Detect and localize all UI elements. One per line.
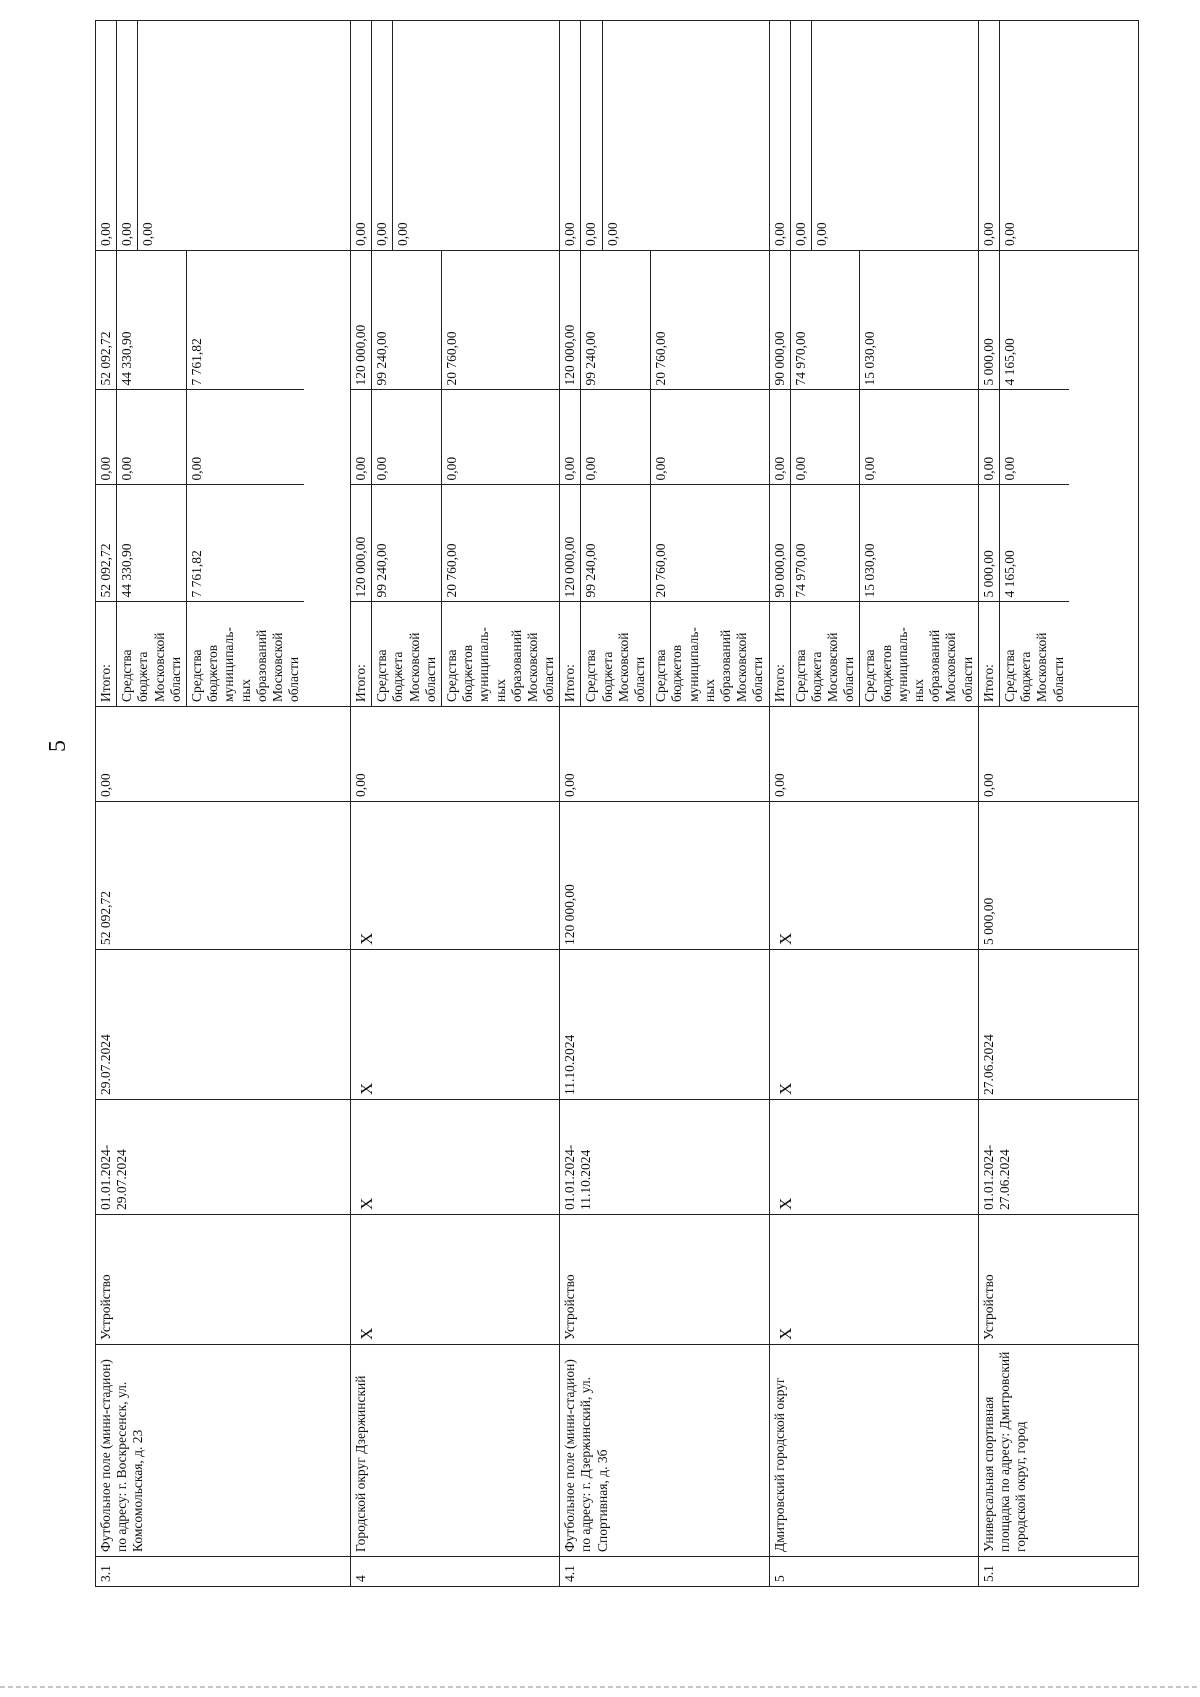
funding-breakdown xyxy=(96,251,351,707)
funding-2024: 99 240,00 xyxy=(372,251,442,390)
funding-total: 4 165,00 xyxy=(999,485,1068,602)
funding-2025: 0,00 xyxy=(372,21,393,250)
funding-2024: 74 970,00 xyxy=(790,251,860,390)
object-name: Дмитровский городской округ xyxy=(769,1345,978,1557)
funding-row xyxy=(96,21,117,250)
funding-2024: 90 000,00 xyxy=(770,251,791,390)
funding-2024: 20 760,00 xyxy=(651,251,769,390)
split-value: 0,00 xyxy=(560,707,769,802)
object-name: Футбольное поле (мини-стадион) по адресу: г. Воскресенск, ул. Комсомольская, д. 23 xyxy=(96,1345,351,1557)
funding-2023: 0,00 xyxy=(186,390,304,485)
funding-2023: 0,00 xyxy=(351,390,372,485)
funding-2024: 15 030,00 xyxy=(860,251,978,390)
total-cost: 5 000,00 xyxy=(978,802,1138,950)
funding-subtable xyxy=(351,251,559,706)
funding-row xyxy=(186,251,304,706)
table-row xyxy=(978,21,1138,1587)
funding-row xyxy=(979,21,1000,250)
funding-source: Итого: xyxy=(96,602,117,706)
funding-row xyxy=(441,251,559,706)
work-period: 01.01.2024-29.07.2024 xyxy=(96,1100,351,1215)
funding-2025-column xyxy=(96,21,351,251)
funding-total: 120 000,00 xyxy=(560,485,581,602)
table-row xyxy=(96,21,351,1587)
funding-row xyxy=(811,21,832,250)
funding-total: 99 240,00 xyxy=(581,485,651,602)
funding-total: 52 092,72 xyxy=(96,485,117,602)
funding-total: 20 760,00 xyxy=(651,485,769,602)
funding-2025: 0,00 xyxy=(96,21,117,250)
funding-2025-column xyxy=(978,21,1138,251)
object-name: Универсальная спортивная площадка по адресу: Дмитровский городской округ, город xyxy=(978,1345,1138,1557)
work-type: X xyxy=(351,1215,560,1345)
funding-total: 120 000,00 xyxy=(351,485,372,602)
funding-total: 20 760,00 xyxy=(441,485,559,602)
funding-2023: 0,00 xyxy=(560,390,581,485)
funding-source: Итого: xyxy=(351,602,372,706)
total-cost: 52 092,72 xyxy=(96,802,351,950)
funding-row xyxy=(770,251,791,706)
funding-row xyxy=(790,251,860,706)
funding-2025: 0,00 xyxy=(979,21,1000,250)
funding-2025-subtable xyxy=(351,21,414,250)
split-value: 0,00 xyxy=(769,707,978,802)
funding-total: 99 240,00 xyxy=(372,485,442,602)
funding-subtable xyxy=(560,251,768,706)
object-name: Городской округ Дзержинский xyxy=(351,1345,560,1557)
total-cost: X xyxy=(351,802,560,950)
funding-2023: 0,00 xyxy=(770,390,791,485)
funding-total: 74 970,00 xyxy=(790,485,860,602)
funding-2025: 0,00 xyxy=(393,21,414,250)
funding-row xyxy=(372,21,393,250)
funding-2024: 20 760,00 xyxy=(441,251,559,390)
funding-row xyxy=(581,251,651,706)
funding-2024: 99 240,00 xyxy=(581,251,651,390)
completion-date: X xyxy=(351,950,560,1100)
funding-row xyxy=(117,21,138,250)
funding-total: 15 030,00 xyxy=(860,485,978,602)
row-number: 5 xyxy=(769,1557,978,1587)
funding-row xyxy=(372,251,442,706)
funding-source: Средства бюджетов муниципаль-ных образований Московской области xyxy=(860,602,978,706)
funding-2025: 0,00 xyxy=(770,21,791,250)
completion-date: X xyxy=(769,950,978,1100)
row-number: 5.1 xyxy=(978,1557,1138,1587)
funding-total: 44 330,90 xyxy=(117,485,187,602)
funding-source: Средства бюджета Московской области xyxy=(999,602,1068,706)
funding-source: Средства бюджетов муниципаль-ных образований Московской области xyxy=(651,602,769,706)
funding-2023: 0,00 xyxy=(860,390,978,485)
split-value: 0,00 xyxy=(351,707,560,802)
funding-2024: 120 000,00 xyxy=(351,251,372,390)
funding-total: 5 000,00 xyxy=(979,485,1000,602)
funding-2025: 0,00 xyxy=(117,21,138,250)
funding-row xyxy=(790,21,811,250)
funding-2023: 0,00 xyxy=(372,390,442,485)
funding-source: Средства бюджетов муниципаль-ных образований Московской области xyxy=(441,602,559,706)
row-number: 4.1 xyxy=(560,1557,769,1587)
funding-2024: 52 092,72 xyxy=(96,251,117,390)
funding-2025: 0,00 xyxy=(811,21,832,250)
funding-2025: 0,00 xyxy=(581,21,602,250)
scan-edge-line xyxy=(0,1686,1200,1688)
funding-2024: 7 761,82 xyxy=(186,251,304,390)
funding-2025-subtable xyxy=(96,21,159,250)
object-name: Футбольное поле (мини-стадион) по адресу: г. Дзержинский, ул. Спортивная, д. 3б xyxy=(560,1345,769,1557)
funding-2023: 0,00 xyxy=(441,390,559,485)
funding-2023: 0,00 xyxy=(651,390,769,485)
funding-row xyxy=(860,251,978,706)
funding-source: Средства бюджета Московской области xyxy=(581,602,651,706)
funding-source: Средства бюджета Московской области xyxy=(372,602,442,706)
funding-source: Средства бюджетов муниципаль-ных образований Московской области xyxy=(186,602,304,706)
funding-row xyxy=(96,251,117,706)
work-type: Устройство xyxy=(978,1215,1138,1345)
work-type: Устройство xyxy=(96,1215,351,1345)
funding-row xyxy=(602,21,623,250)
funding-row xyxy=(560,21,581,250)
funding-2023: 0,00 xyxy=(999,390,1068,485)
funding-2025-subtable xyxy=(560,21,623,250)
funding-2023: 0,00 xyxy=(581,390,651,485)
split-value: 0,00 xyxy=(96,707,351,802)
funding-row xyxy=(979,251,1000,706)
funding-row xyxy=(138,21,159,250)
split-value: 0,00 xyxy=(978,707,1138,802)
funding-2023: 0,00 xyxy=(117,390,187,485)
funding-2025-subtable xyxy=(979,21,1020,250)
funding-source: Средства бюджета Московской области xyxy=(790,602,860,706)
funding-breakdown xyxy=(351,251,560,707)
funding-row xyxy=(999,251,1068,706)
work-type: X xyxy=(769,1215,978,1345)
funding-subtable xyxy=(770,251,978,706)
funding-subtable xyxy=(979,251,1069,706)
work-period: X xyxy=(769,1100,978,1215)
funding-breakdown xyxy=(560,251,769,707)
table-row xyxy=(351,21,560,1587)
funding-2023: 0,00 xyxy=(979,390,1000,485)
funding-2023: 0,00 xyxy=(96,390,117,485)
funding-breakdown xyxy=(978,251,1138,707)
completion-date: 27.06.2024 xyxy=(978,950,1138,1100)
row-number: 4 xyxy=(351,1557,560,1587)
funding-source: Средства бюджета Московской области xyxy=(117,602,187,706)
funding-source: Итого: xyxy=(770,602,791,706)
funding-2024: 44 330,90 xyxy=(117,251,187,390)
funding-row xyxy=(651,251,769,706)
funding-2025-column xyxy=(560,21,769,251)
funding-2023: 0,00 xyxy=(790,390,860,485)
funding-row xyxy=(560,251,581,706)
total-cost: 120 000,00 xyxy=(560,802,769,950)
funding-row xyxy=(351,21,372,250)
funding-source: Итого: xyxy=(560,602,581,706)
funding-subtable xyxy=(96,251,304,706)
work-type: Устройство xyxy=(560,1215,769,1345)
work-period: X xyxy=(351,1100,560,1215)
funding-2025-column xyxy=(769,21,978,251)
funding-2025: 0,00 xyxy=(560,21,581,250)
table-row xyxy=(769,21,978,1587)
funding-2025-subtable xyxy=(770,21,833,250)
funding-2025: 0,00 xyxy=(138,21,159,250)
funding-row xyxy=(117,251,187,706)
funding-total: 90 000,00 xyxy=(770,485,791,602)
funding-2025: 0,00 xyxy=(999,21,1020,250)
table-row xyxy=(560,21,769,1587)
page-number: 5 xyxy=(45,740,71,752)
funding-2024: 5 000,00 xyxy=(979,251,1000,390)
funding-breakdown xyxy=(769,251,978,707)
funding-2025: 0,00 xyxy=(351,21,372,250)
work-period: 01.01.2024-27.06.2024 xyxy=(978,1100,1138,1215)
completion-date: 29.07.2024 xyxy=(96,950,351,1100)
funding-2025: 0,00 xyxy=(602,21,623,250)
funding-row xyxy=(581,21,602,250)
funding-row xyxy=(393,21,414,250)
work-period: 01.01.2024-11.10.2024 xyxy=(560,1100,769,1215)
funding-total: 7 761,82 xyxy=(186,485,304,602)
funding-2024: 4 165,00 xyxy=(999,251,1068,390)
completion-date: 11.10.2024 xyxy=(560,950,769,1100)
funding-2025: 0,00 xyxy=(790,21,811,250)
funding-row xyxy=(351,251,372,706)
funding-row xyxy=(770,21,791,250)
row-number: 3.1 xyxy=(96,1557,351,1587)
total-cost: X xyxy=(769,802,978,950)
funding-table xyxy=(95,20,1139,1587)
funding-2025-column xyxy=(351,21,560,251)
funding-2024: 120 000,00 xyxy=(560,251,581,390)
funding-source: Итого: xyxy=(979,602,1000,706)
funding-row xyxy=(999,21,1020,250)
